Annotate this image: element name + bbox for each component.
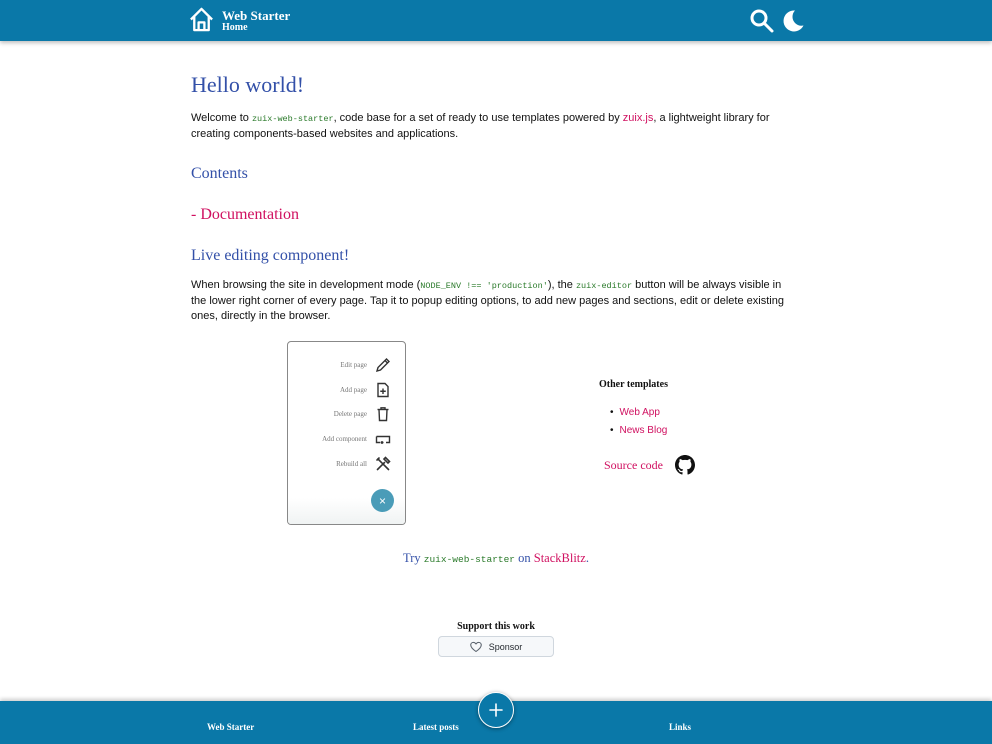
live-editing-heading: Live editing component! bbox=[191, 247, 350, 264]
preview-item-edit-page: Edit page bbox=[340, 357, 391, 373]
contents-heading: Contents bbox=[191, 165, 248, 182]
component-icon bbox=[375, 431, 391, 447]
app-title: Web Starter bbox=[222, 7, 291, 23]
preview-editor-fab bbox=[371, 489, 394, 512]
search-icon bbox=[749, 8, 775, 34]
intro-code: zuix-web-starter bbox=[251, 114, 334, 124]
add-fab-button[interactable] bbox=[478, 692, 514, 728]
zuix-link[interactable]: zuix.js bbox=[622, 112, 654, 124]
plus-icon bbox=[489, 703, 503, 717]
heart-icon bbox=[470, 641, 482, 653]
tools-icon bbox=[375, 456, 391, 472]
home-link[interactable] bbox=[188, 6, 290, 33]
web-app-link[interactable]: Web App bbox=[619, 407, 660, 418]
support-title: Support this work bbox=[457, 621, 535, 632]
list-item bbox=[610, 404, 667, 422]
try-code: zuix-web-starter bbox=[423, 554, 515, 565]
app-subtitle: Home bbox=[222, 21, 248, 33]
close-icon: × bbox=[378, 493, 386, 508]
preview-item-rebuild-all: Rebuild all bbox=[336, 456, 391, 472]
list-item bbox=[610, 422, 667, 440]
trash-icon bbox=[375, 406, 391, 422]
stackblitz-link[interactable]: StackBlitz bbox=[533, 551, 586, 565]
intro-paragraph: Welcome to zuix-web-starter, code base for a set of ready to use templates powered by zuix.js, a lightweight library for creating components-based websites and applications. bbox=[191, 112, 770, 140]
try-stackblitz-line: Try zuix-web-starter on StackBlitz. bbox=[403, 551, 589, 565]
footer-link-latest-posts[interactable]: Latest posts bbox=[413, 722, 459, 732]
file-plus-icon bbox=[375, 382, 391, 398]
moon-icon bbox=[780, 8, 806, 34]
preview-item-add-page: Add page bbox=[340, 382, 391, 398]
node-env-code: NODE_ENV !== 'production' bbox=[420, 281, 548, 291]
editor-preview-image bbox=[287, 341, 406, 525]
preview-item-delete-page: Delete page bbox=[334, 406, 391, 422]
zuix-editor-code: zuix-editor bbox=[575, 281, 633, 291]
theme-toggle-button[interactable] bbox=[780, 8, 806, 34]
github-icon bbox=[675, 455, 695, 475]
home-icon bbox=[188, 6, 215, 33]
search-button[interactable] bbox=[749, 8, 775, 34]
footer-link-links[interactable]: Links bbox=[669, 722, 692, 732]
preview-item-add-component: Add component bbox=[322, 431, 391, 447]
page-title: Hello world! bbox=[191, 72, 305, 97]
other-templates-title: Other templates bbox=[599, 379, 668, 390]
sponsor-label: Sponsor bbox=[488, 641, 523, 652]
documentation-link[interactable]: - Documentation bbox=[191, 206, 299, 223]
source-code-link[interactable]: Source code bbox=[604, 455, 695, 475]
sponsor-button[interactable] bbox=[438, 636, 554, 657]
top-app-bar bbox=[0, 0, 992, 41]
pencil-icon bbox=[375, 357, 391, 373]
footer-link-web-starter[interactable]: Web Starter bbox=[207, 722, 255, 732]
templates-list bbox=[610, 404, 667, 440]
live-editing-description: When browsing the site in development mode (NODE_ENV !== 'production'), the zuix-editor button will be always visible in the lower right corner of every page. Tap it to popup editing options, to add new pages and sections, edit or delete existing ones, directly in the browser. bbox=[191, 279, 784, 322]
news-blog-link[interactable]: News Blog bbox=[619, 425, 668, 436]
